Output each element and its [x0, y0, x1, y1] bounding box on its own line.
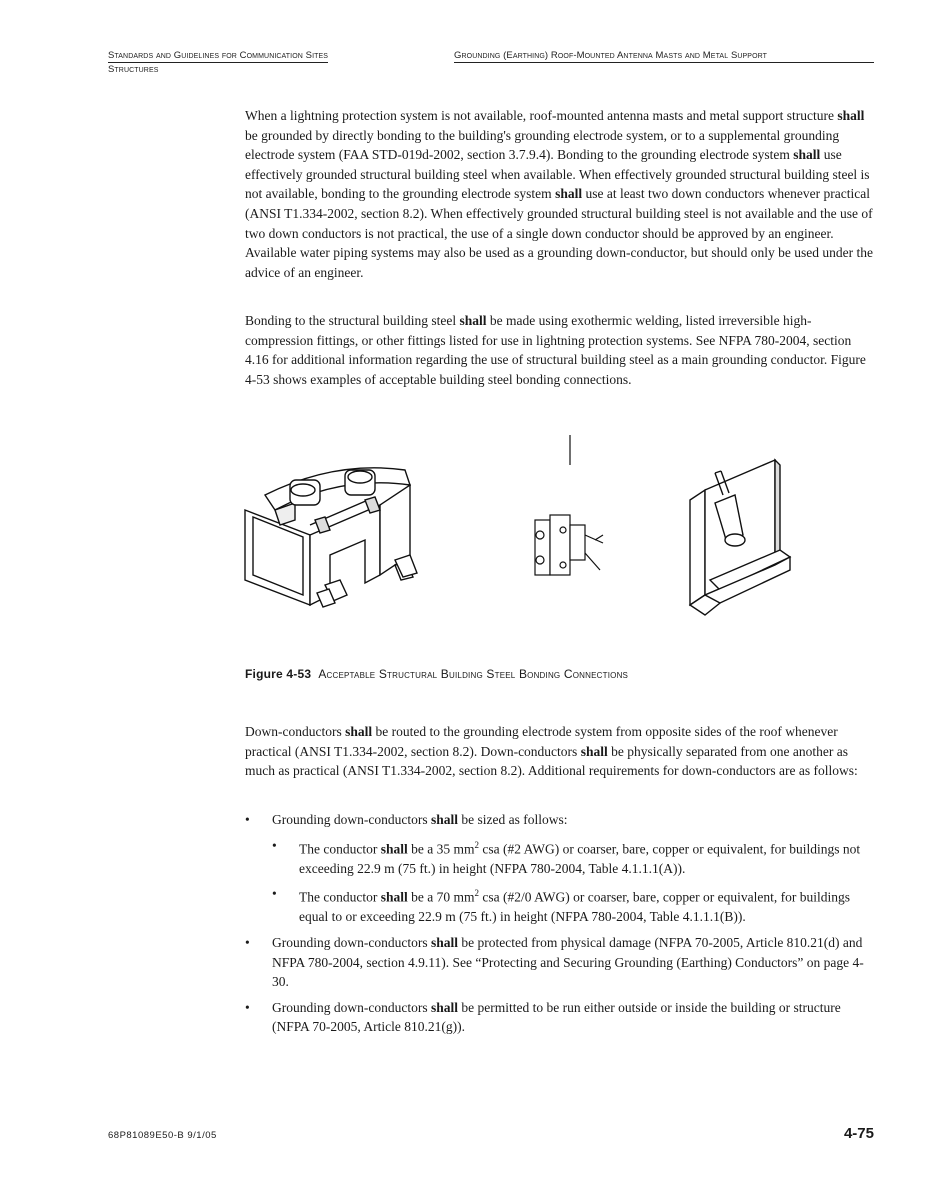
- list-item: • Grounding down-conductors shall be sized as follows: • The conductor shall be a 35 $mm^2$ csa (#2 AWG) or coarser, bare, copper or equivalent, for buildings not exceeding 22.9 m (75 ft.) in height (NFPA 780-2004, Table 4.1.1.1(A)). • The conductor shall be a 70 $mm^2$ csa (#2/0 AWG) or coarser, bare, copper or equivalent, for buildings equal to or exceeding 22.9 m (75 ft.) in height (NFPA 780-2004, Table 4.1.1.1(B)).: [245, 810, 875, 927]
- list-item: • The conductor shall be a 70 $mm^2$ csa (#2/0 AWG) or coarser, bare, copper or equivalent, for buildings equal to or exceeding 22.9 m (75 ft.) in height (NFPA 780-2004, Table 4.1.1.1(B)).: [272, 884, 875, 927]
- exothermic-weld-illustration: [690, 460, 790, 615]
- sub-list: [272, 836, 875, 927]
- tap-connector-illustration: [535, 435, 603, 575]
- figure-bonding-connections: [235, 425, 835, 625]
- list-item: • The conductor shall be a 35 $mm^2$ csa (#2 AWG) or coarser, bare, copper or equivalent, for buildings not exceeding 22.9 m (75 ft.) in height (NFPA 780-2004, Table 4.1.1.1(A)).: [272, 836, 875, 879]
- header-right: Grounding (Earthing) Roof-Mounted Antenna Masts and Metal Support: [454, 50, 874, 63]
- down-conductor-requirements-list: [245, 810, 875, 1043]
- list-item: • Grounding down-conductors shall be protected from physical damage (NFPA 70-2005, Article 810.21(d) and NFPA 780-2004, section 4.9.11). See “Protecting and Securing Grounding (Earthing) Conductors” on page 4-30.: [245, 933, 875, 992]
- header-left: Standards and Guidelines for Communication Sites: [108, 50, 329, 61]
- figure-title: Acceptable Structural Building Steel Bonding Connections: [318, 667, 629, 681]
- paragraph-2: Bonding to the structural building steel shall be made using exothermic welding, listed irreversible high-compression fittings, or other fittings listed for use in lightning protection systems. See NFPA 780-2004, section 4.16 for additional information regarding the use of structural building steel as a main grounding conductor. Figure 4-53 shows examples of acceptable building steel bonding connections.: [245, 313, 866, 387]
- page-number: 4-75: [843, 1125, 874, 1142]
- paragraph-3: Down-conductors shall be routed to the grounding electrode system from opposite sides of the roof whenever practical (ANSI T1.334-2002, section 8.2). Down-conductors shall be physically separated from one another as much as practical (ANSI T1.334-2002, section 8.2). Additional requirements for down-conductors are as follows:: [245, 724, 858, 779]
- figure-number: Figure 4-53: [245, 667, 312, 681]
- beam-clamp-illustration: [245, 468, 417, 607]
- paragraph-1: When a lightning protection system is not available, roof-mounted antenna masts and metal support structure shall be grounded by directly bonding to the building's grounding electrode system, or to a supplemental grounding electrode system (FAA STD-019d-2002, section 3.7.9.4). Bonding to the grounding electrode system shall use effectively grounded structural building steel when available. When effectively grounded structural building steel is not available, bonding to the grounding electrode system shall use at least two down conductors whenever practical (ANSI T1.334-2002, section 8.2). When effectively grounded structural building steel is not available and the use of two down conductors is not practical, the use of a single down conductor should be approved by an engineer. Available water piping systems may also be used as a grounding down-conductor, but should only be used under the advice of an engineer.: [245, 108, 873, 280]
- figure-caption: [245, 667, 628, 681]
- footer-doc-id: 68P81089E50-B 9/1/05: [108, 1130, 217, 1141]
- list-item: • Grounding down-conductors shall be permitted to be run either outside or inside the building or structure (NFPA 70-2005, Article 810.21(g)).: [245, 998, 875, 1037]
- header-left-line2: Structures: [108, 64, 159, 75]
